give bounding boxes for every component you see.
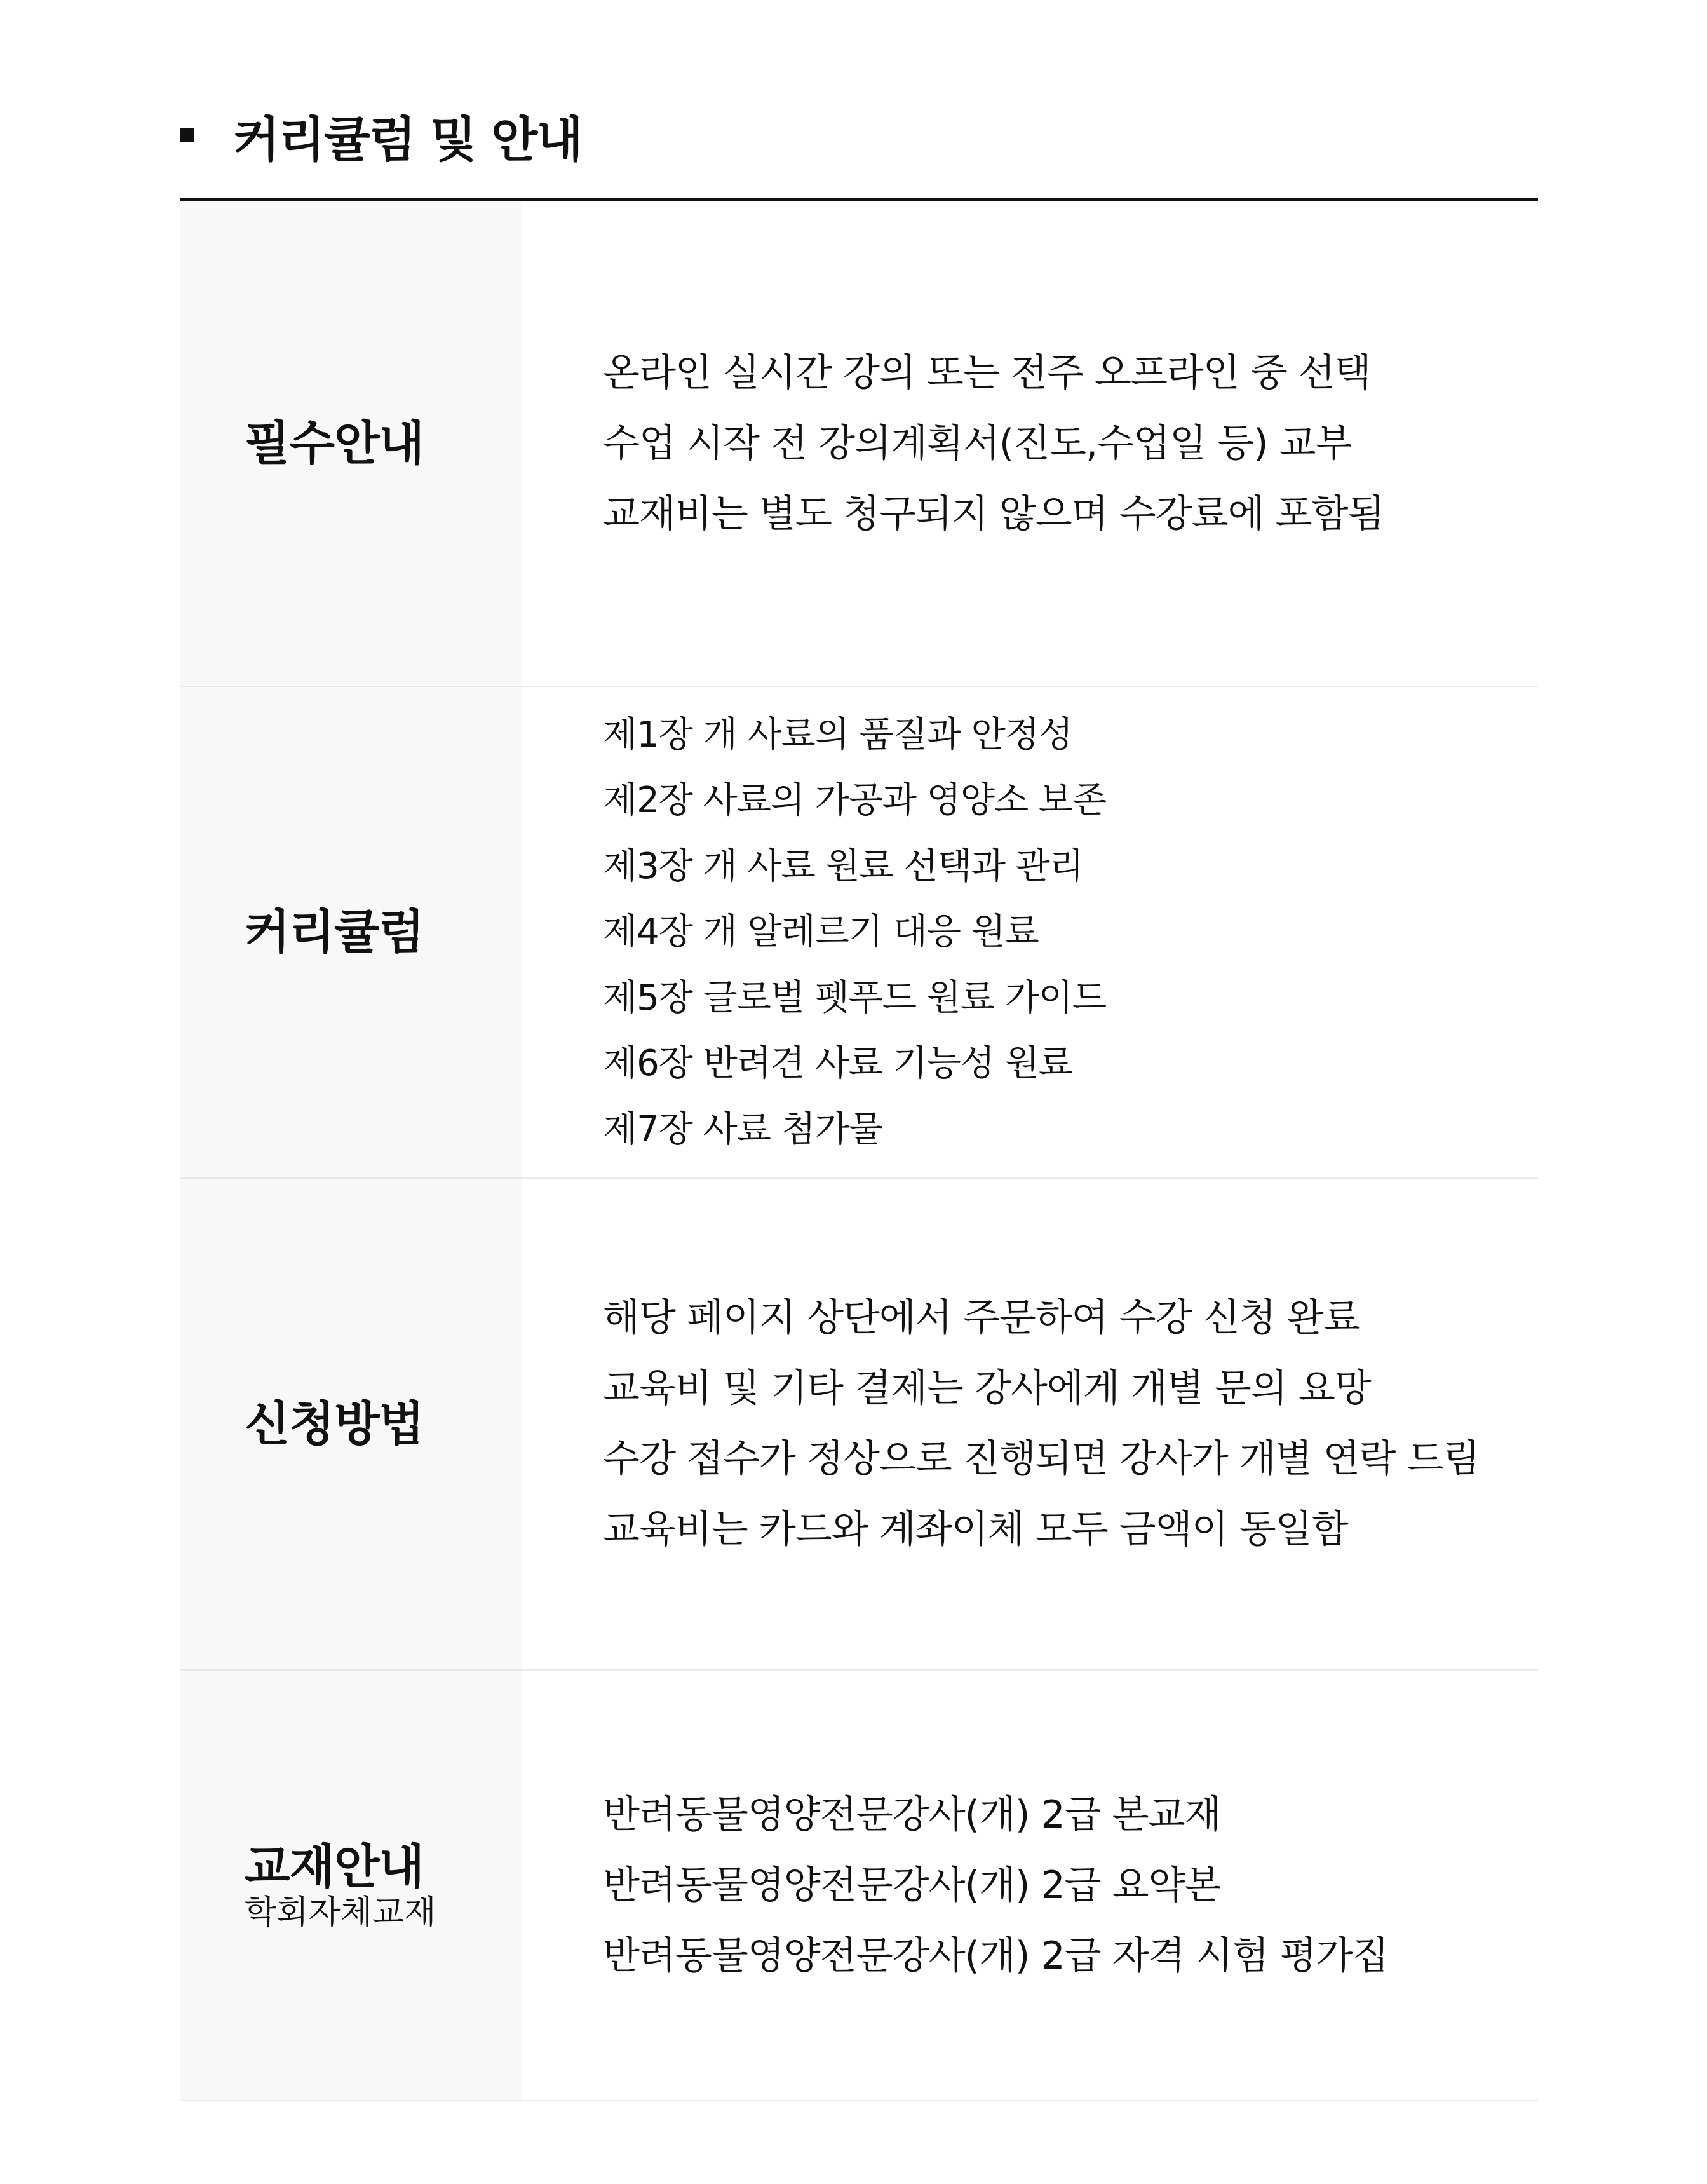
info-row-application — [180, 1179, 1538, 1671]
row-header — [180, 687, 522, 1177]
list-item: 제6장 반려견 사료 기능성 원료 — [603, 1043, 1072, 1085]
list-item: 교재비는 별도 청구되지 않으며 수강료에 포함됨 — [603, 491, 1384, 536]
list-item: 제3장 개 사료 원료 선택과 관리 — [603, 845, 1083, 887]
info-row-required — [180, 201, 1538, 687]
info-row-textbook — [180, 1671, 1538, 2101]
list-item: 반려동물영양전문강사(개) 2급 자격 시험 평가집 — [603, 1933, 1389, 1978]
list-item: 반려동물영양전문강사(개) 2급 본교재 — [603, 1792, 1221, 1837]
list-item: 제5장 글로벌 펫푸드 원료 가이드 — [603, 977, 1107, 1019]
info-table — [180, 201, 1538, 2101]
list-item: 제4장 개 알레르기 대응 원료 — [603, 911, 1039, 953]
list-item: 온라인 실시간 강의 또는 전주 오프라인 중 선택 — [603, 350, 1371, 395]
square-bullet-icon — [180, 128, 194, 142]
list-item: 해당 페이지 상단에서 주문하여 수강 신청 완료 — [603, 1296, 1360, 1340]
row-sublabel: 학회자체교재 — [245, 1894, 436, 1932]
info-row-curriculum — [180, 687, 1538, 1179]
section-title: 커리큘럼 및 안내 — [233, 111, 582, 168]
row-header — [180, 1179, 522, 1669]
row-content — [522, 1179, 1538, 1669]
list-item: 반려동물영양전문강사(개) 2급 요약본 — [603, 1862, 1221, 1908]
list-item: 수강 접수가 정상으로 진행되면 강사가 개별 연락 드림 — [603, 1437, 1480, 1481]
row-content — [522, 201, 1538, 686]
list-item: 수업 시작 전 강의계획서(진도,수업일 등) 교부 — [603, 421, 1352, 466]
row-content — [522, 687, 1538, 1177]
list-item: 교육비 및 기타 결제는 강사에게 개별 문의 요망 — [603, 1366, 1371, 1411]
list-item: 교육비는 카드와 계좌이체 모두 금액이 동일함 — [603, 1507, 1348, 1552]
row-header — [180, 201, 522, 686]
row-label: 필수안내 — [245, 416, 424, 471]
row-content — [522, 1671, 1538, 2100]
list-item: 제7장 사료 첨가물 — [603, 1108, 882, 1150]
row-label: 교재안내 — [245, 1840, 424, 1894]
row-label: 신청방법 — [245, 1397, 424, 1451]
section-header — [180, 108, 582, 172]
row-header — [180, 1671, 522, 2100]
row-label: 커리큘럼 — [245, 905, 424, 960]
list-item: 제2장 사료의 가공과 영양소 보존 — [603, 780, 1107, 822]
list-item: 제1장 개 사료의 품질과 안정성 — [603, 714, 1072, 756]
